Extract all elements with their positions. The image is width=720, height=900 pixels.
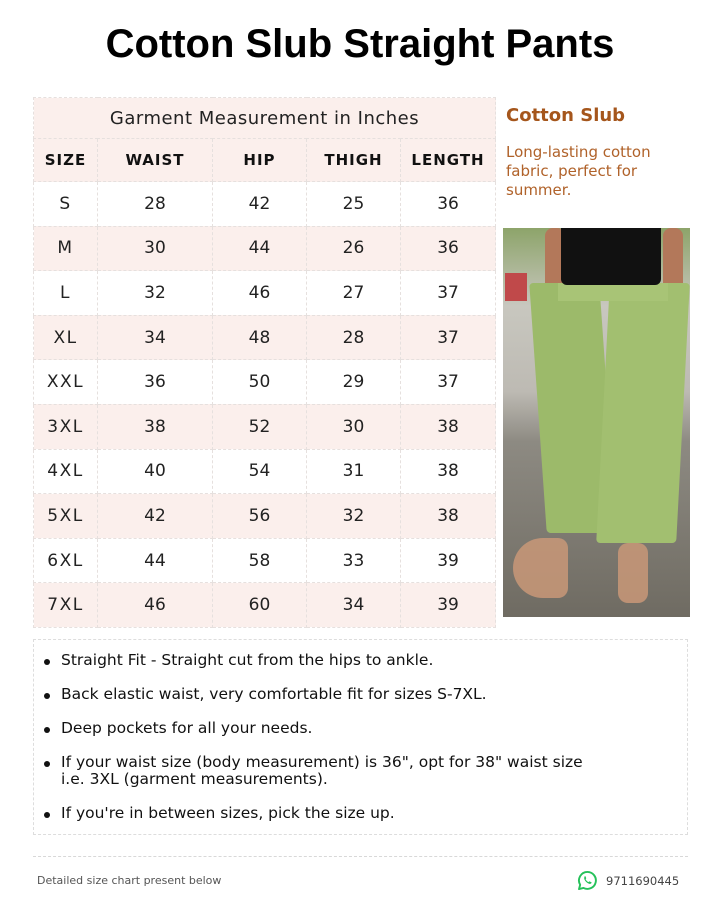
table-row bbox=[34, 226, 496, 271]
hip-cell: 58 bbox=[213, 538, 307, 583]
length-cell: 38 bbox=[401, 494, 496, 539]
footer-note: Detailed size chart present below bbox=[37, 874, 222, 887]
product-photo bbox=[503, 228, 690, 617]
table-row bbox=[34, 404, 496, 449]
waist-cell: 40 bbox=[98, 449, 213, 494]
table-row bbox=[34, 583, 496, 628]
fabric-title: Cotton Slub bbox=[506, 105, 626, 126]
length-cell: 38 bbox=[401, 449, 496, 494]
length-cell: 36 bbox=[401, 226, 496, 271]
length-cell: 39 bbox=[401, 583, 496, 628]
size-cell: 3XL bbox=[34, 404, 98, 449]
hip-cell: 42 bbox=[213, 182, 307, 227]
thigh-cell: 34 bbox=[307, 583, 401, 628]
thigh-cell: 25 bbox=[307, 182, 401, 227]
size-cell: S bbox=[34, 182, 98, 227]
column-header-hip: HIP bbox=[213, 139, 307, 182]
hip-cell: 56 bbox=[213, 494, 307, 539]
size-cell: 5XL bbox=[34, 494, 98, 539]
length-cell: 37 bbox=[401, 271, 496, 316]
hip-cell: 54 bbox=[213, 449, 307, 494]
column-header-length: LENGTH bbox=[401, 139, 496, 182]
thigh-cell: 32 bbox=[307, 494, 401, 539]
table-row bbox=[34, 538, 496, 583]
size-cell: 6XL bbox=[34, 538, 98, 583]
note-item: Straight Fit - Straight cut from the hips to ankle. bbox=[44, 652, 621, 669]
photo-black-top bbox=[561, 228, 661, 285]
photo-waistband bbox=[558, 283, 668, 301]
length-cell: 36 bbox=[401, 182, 496, 227]
column-header-thigh: THIGH bbox=[307, 139, 401, 182]
product-notes-box bbox=[33, 639, 688, 835]
table-caption: Garment Measurement in Inches bbox=[34, 98, 496, 139]
hip-cell: 46 bbox=[213, 271, 307, 316]
column-header-waist: WAIST bbox=[98, 139, 213, 182]
photo-pant-leg-right bbox=[596, 283, 690, 543]
table-row bbox=[34, 271, 496, 316]
table-row bbox=[34, 315, 496, 360]
thigh-cell: 30 bbox=[307, 404, 401, 449]
size-cell: L bbox=[34, 271, 98, 316]
size-cell: 4XL bbox=[34, 449, 98, 494]
waist-cell: 32 bbox=[98, 271, 213, 316]
page-title: Cotton Slub Straight Pants bbox=[105, 22, 615, 66]
thigh-cell: 31 bbox=[307, 449, 401, 494]
note-item: If your waist size (body measurement) is 36", opt for 38" waist size i.e. 3XL (garment measurements). bbox=[44, 754, 591, 788]
thigh-cell: 33 bbox=[307, 538, 401, 583]
waist-cell: 30 bbox=[98, 226, 213, 271]
waist-cell: 46 bbox=[98, 583, 213, 628]
photo-foot-left bbox=[513, 538, 568, 598]
thigh-cell: 29 bbox=[307, 360, 401, 405]
note-item: Back elastic waist, very comfortable fit for sizes S-7XL. bbox=[44, 686, 621, 703]
size-cell: M bbox=[34, 226, 98, 271]
table-header-row bbox=[34, 139, 496, 182]
hip-cell: 50 bbox=[213, 360, 307, 405]
hip-cell: 52 bbox=[213, 404, 307, 449]
size-cell: XXL bbox=[34, 360, 98, 405]
size-cell: 7XL bbox=[34, 583, 98, 628]
length-cell: 37 bbox=[401, 315, 496, 360]
hip-cell: 44 bbox=[213, 226, 307, 271]
whatsapp-icon bbox=[577, 870, 598, 891]
hip-cell: 60 bbox=[213, 583, 307, 628]
waist-cell: 36 bbox=[98, 360, 213, 405]
table-row bbox=[34, 449, 496, 494]
fabric-description: Long-lasting cotton fabric, perfect for summer. bbox=[506, 143, 651, 199]
waist-cell: 38 bbox=[98, 404, 213, 449]
column-header-size: SIZE bbox=[34, 139, 98, 182]
waist-cell: 44 bbox=[98, 538, 213, 583]
length-cell: 37 bbox=[401, 360, 496, 405]
thigh-cell: 26 bbox=[307, 226, 401, 271]
table-row bbox=[34, 494, 496, 539]
notes-list bbox=[44, 652, 621, 839]
thigh-cell: 27 bbox=[307, 271, 401, 316]
note-item: Deep pockets for all your needs. bbox=[44, 720, 621, 737]
footer-divider bbox=[33, 856, 688, 857]
contact-info[interactable] bbox=[577, 870, 679, 891]
length-cell: 38 bbox=[401, 404, 496, 449]
photo-background-sign bbox=[505, 273, 527, 301]
thigh-cell: 28 bbox=[307, 315, 401, 360]
size-chart-table bbox=[33, 97, 496, 628]
hip-cell: 48 bbox=[213, 315, 307, 360]
length-cell: 39 bbox=[401, 538, 496, 583]
note-item: If you're in between sizes, pick the size up. bbox=[44, 805, 621, 822]
waist-cell: 42 bbox=[98, 494, 213, 539]
waist-cell: 28 bbox=[98, 182, 213, 227]
waist-cell: 34 bbox=[98, 315, 213, 360]
size-cell: XL bbox=[34, 315, 98, 360]
photo-foot-right bbox=[618, 543, 648, 603]
phone-number: 9711690445 bbox=[606, 873, 680, 888]
table-row bbox=[34, 360, 496, 405]
table-row bbox=[34, 182, 496, 227]
